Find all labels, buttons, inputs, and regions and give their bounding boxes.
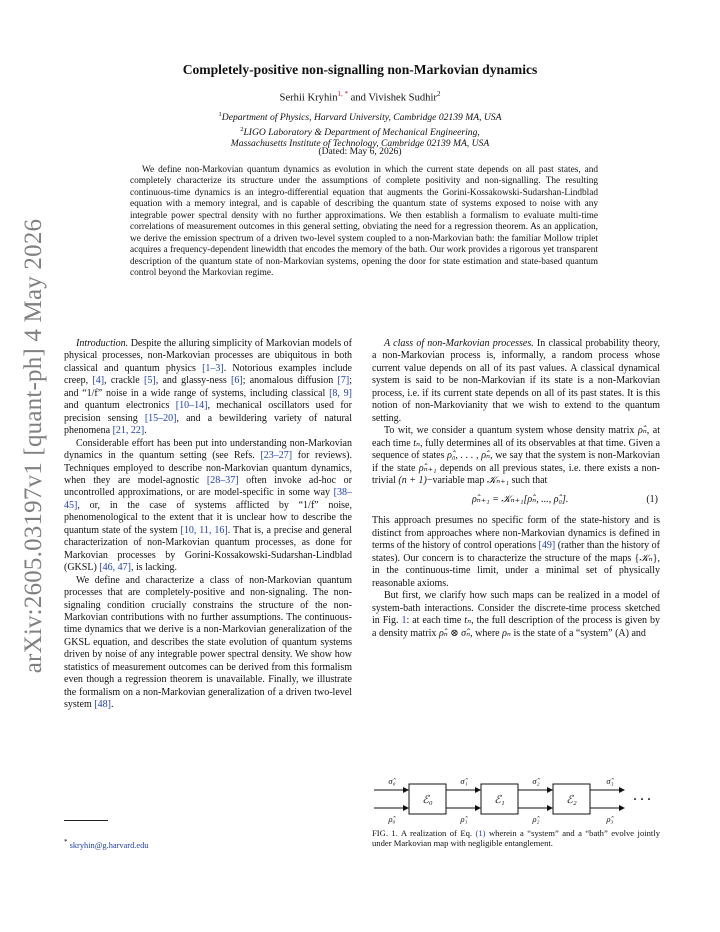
author-2: Vivishek Sudhir bbox=[368, 92, 437, 104]
paragraph-realization: But first, we clarify how such maps can be realized in a model of system-bath interactions. Consider the discrete-time process sketched in Fig. 1: at each time tₙ, the full description of the process is given by a density matrix ρ̂ₙ ⊗ σ̂ₙ, where ρₙ is the state of a “system” (A) and bbox=[372, 590, 660, 639]
affiliation-2-cont: Massachusetts Institute of Technology, Cambridge 02139 MA, USA bbox=[230, 138, 490, 150]
citation-link[interactable]: [10–14] bbox=[175, 400, 208, 412]
footnote-rule bbox=[64, 820, 108, 821]
abstract: We define non-Markovian quantum dynamics as evolution in which the current state depends on all past states, and completely characterize its structure under the assumptions of complete positivity and non-signalling. The resulting continuous-time dynamics is an integro-differential equation that augments the Gorini-Kossakowski-Sudarshan-Lindblad equation with a memory integral, and is capable of describing the quantum state of systems exposed to noise with any integrable power spectral density with no further approximations. We then establish a formalism to evaluate multi-time correlations of measurement outcomes in this general setting, obviating the need for a regression theorem. As an application, we derive the emission spectrum of a driven two-level system coupled to a non-Markovian bath: the familiar Mollow triplet acquires a frequency-dependent linewidth that encodes the memory of the bath. Our work provides a rigorous yet transparent description of the quantum state of non-Markovian systems, opening the door for state estimation and state-based quantum control beyond the Markovian regime. bbox=[130, 165, 598, 279]
equation-1 bbox=[372, 487, 660, 515]
citation-link[interactable]: [5] bbox=[144, 375, 156, 387]
citation-link[interactable]: [28–37] bbox=[206, 474, 239, 486]
author-email-link[interactable]: skryhin@g.harvard.edu bbox=[69, 840, 149, 850]
map-label-2: ℰ₂ bbox=[566, 794, 577, 806]
author-list bbox=[0, 90, 720, 104]
figure-1-diagram bbox=[372, 772, 660, 826]
paper-title: Completely-positive non-signalling non-Markovian dynamics bbox=[182, 62, 538, 77]
affiliations bbox=[0, 109, 720, 150]
arxiv-identifier: arXiv:2605.03197v1 [quant-ph] 4 May 2026 bbox=[20, 218, 47, 674]
footnote bbox=[64, 838, 148, 850]
citation-link[interactable]: [8, 9] bbox=[329, 387, 352, 399]
paragraph-class-definition: A class of non-Markovian processes. In classical probability theory, a non-Markovian process is, informally, a random process whose current value depends on all of its past values. A classical dynamical system is said to be non-Markovian if its state is a non-Markovian process, i.e. if its current state depends on all of its past states. It is this notion of non-Markovianity that we wish to extend to the quantum setting. bbox=[372, 338, 660, 424]
figure-reference-link[interactable]: 1 bbox=[401, 615, 407, 627]
affiliation-1: $^1$Department of Physics, Harvard University, Cambridge 02139 MA, USA bbox=[218, 111, 502, 124]
sigma-label-1: σ̂₁ bbox=[460, 776, 468, 786]
paragraph-quantum-system: To wit, we consider a quantum system whose density matrix ρ̂ₙ, at each time tₙ, fully determines all of its observables at that time. Given a sequence of states ρ̂₀, . . . , ρ̂ₙ, we say that the system is non-Markovian if the state ρ̂ₙ₊₁ depends on all previous states, i.e. there exists a non-trivial (n + 1)−variable map 𝒦ₙ₊₁ such that bbox=[372, 425, 661, 486]
map-label-0: ℰ₀ bbox=[422, 794, 433, 806]
author-conjunction: and bbox=[348, 92, 369, 104]
figure-1-caption: FIG. 1. A realization of Eq. (1) wherein a “system” and a “bath” evolve jointly under Markovian map with negligible entanglement. bbox=[372, 828, 660, 849]
right-column bbox=[372, 338, 660, 640]
citation-link[interactable]: [49] bbox=[538, 540, 556, 552]
date-line: (Dated: May 6, 2026) bbox=[318, 146, 402, 157]
equation-1-body: ρ̂ₙ₊₁ = 𝒦ₙ₊₁[ρ̂ₙ, ..., ρ̂₀]. bbox=[472, 494, 569, 506]
author-2-marks: 2 bbox=[436, 90, 441, 98]
sigma-label-2: σ̂₂ bbox=[532, 776, 540, 786]
citation-link[interactable]: [21, 22] bbox=[112, 425, 145, 437]
citation-link[interactable]: [10, 11, 16] bbox=[180, 524, 228, 536]
paragraph-contribution: We define and characterize a class of non-Markovian quantum processes that are completely-positive and non-signaling. The non-signaling condition crucially constrains the structure of the non-Markovian contributions with no further assumptions. The continuous-time dynamics that we derive is a non-Markovian generalization of the GKSL equation, and describes the state evolution of quantum systems driven by noise of any integrable power spectral density. We show how statistics of measurement outcomes can be derived from this formalism even though a regression theorem is unavailable. Finally, we illustrate the formalism on a non-Markovian generalization of a driven two-level system [48]. bbox=[64, 574, 352, 711]
rho-label-1: ρ̂₁ bbox=[460, 814, 468, 824]
citation-link[interactable]: [46, 47] bbox=[99, 562, 131, 574]
equation-1-number: (1) bbox=[646, 494, 658, 506]
equation-reference-link[interactable]: (1) bbox=[475, 828, 486, 838]
citation-link[interactable]: [1–3] bbox=[202, 362, 224, 374]
author-1: Serhii Kryhin bbox=[279, 92, 338, 104]
affiliation-2: $^2$LIGO Laboratory & Department of Mechanical Engineering, bbox=[240, 125, 480, 138]
citation-link[interactable]: [6] bbox=[231, 375, 243, 387]
arxiv-sidebar bbox=[12, 218, 56, 674]
sigma-label-3: σ̂₃ bbox=[606, 776, 614, 786]
citation-link[interactable]: [48] bbox=[94, 699, 111, 711]
citation-link[interactable]: [4] bbox=[92, 375, 105, 387]
paragraph-introduction: Introduction. Despite the alluring simplicity of Markovian models of physical processes, non-Markovian processes are ubiquitous in both classical and quantum physics [1–3]. Notorious examples include creep, [4], crackle [5], and glassy-ness [6]; anomalous diffusion [7]; and “1/f” noise in a wide range of systems, including classical [8, 9] and quantum electronics [10–14], mechanical oscillators used for precision sensing [15–20], and a bewildering variety of natural phenomena [21, 22]. bbox=[64, 338, 353, 437]
paragraph-approach: This approach presumes no specific form of the state-history and is distinct from approaches where non-Markovian dynamics is defined in terms of the history of control operations [49] (rather than the history of states). Our concern is to characterize the structure of the maps {𝒦ₙ}, in the continuous-time limit, under a minimal set of physically reasonable axioms. bbox=[372, 515, 661, 589]
paragraph-prior-work: Considerable effort has been put into understanding non-Markovian dynamics in the quantum setting (see Refs. [23–27] for reviews). Techniques employed to describe non-Markovian quantum dynamics, when they are model-agnostic [28–37] often invoke ad-hoc or uncontrolled approximations, or are model-specific in some way [38–45], or, in the case of systems afflicted by “1/f” noise, phenomenological to the extent that it is unclear how to describe the quantum state of the system [10, 11, 16]. That is, a precise and general characterization of non-Markovian quantum processes, as done for Markovian processes by Gorini-Kossakowski-Sudarshan-Lindblad (GKSL) [46, 47], is lacking. bbox=[64, 437, 352, 574]
rho-label-3: ρ̂₃ bbox=[606, 814, 614, 824]
citation-link[interactable]: [38–45] bbox=[64, 487, 352, 511]
footnote-mark: * bbox=[64, 838, 68, 846]
map-label-1: ℰ₁ bbox=[494, 794, 505, 806]
citation-link[interactable]: [15–20] bbox=[144, 412, 177, 424]
citation-link[interactable]: [7] bbox=[337, 375, 350, 387]
author-1-marks: 1, * bbox=[337, 90, 349, 98]
citation-link[interactable]: [23–27] bbox=[260, 450, 293, 462]
left-column bbox=[64, 338, 352, 712]
rho-label-0: ρ̂₀ bbox=[388, 814, 396, 824]
sigma-label-0: σ̂₀ bbox=[388, 776, 396, 786]
diagram-ellipsis: · · · bbox=[632, 792, 652, 806]
rho-label-2: ρ̂₂ bbox=[532, 814, 540, 824]
